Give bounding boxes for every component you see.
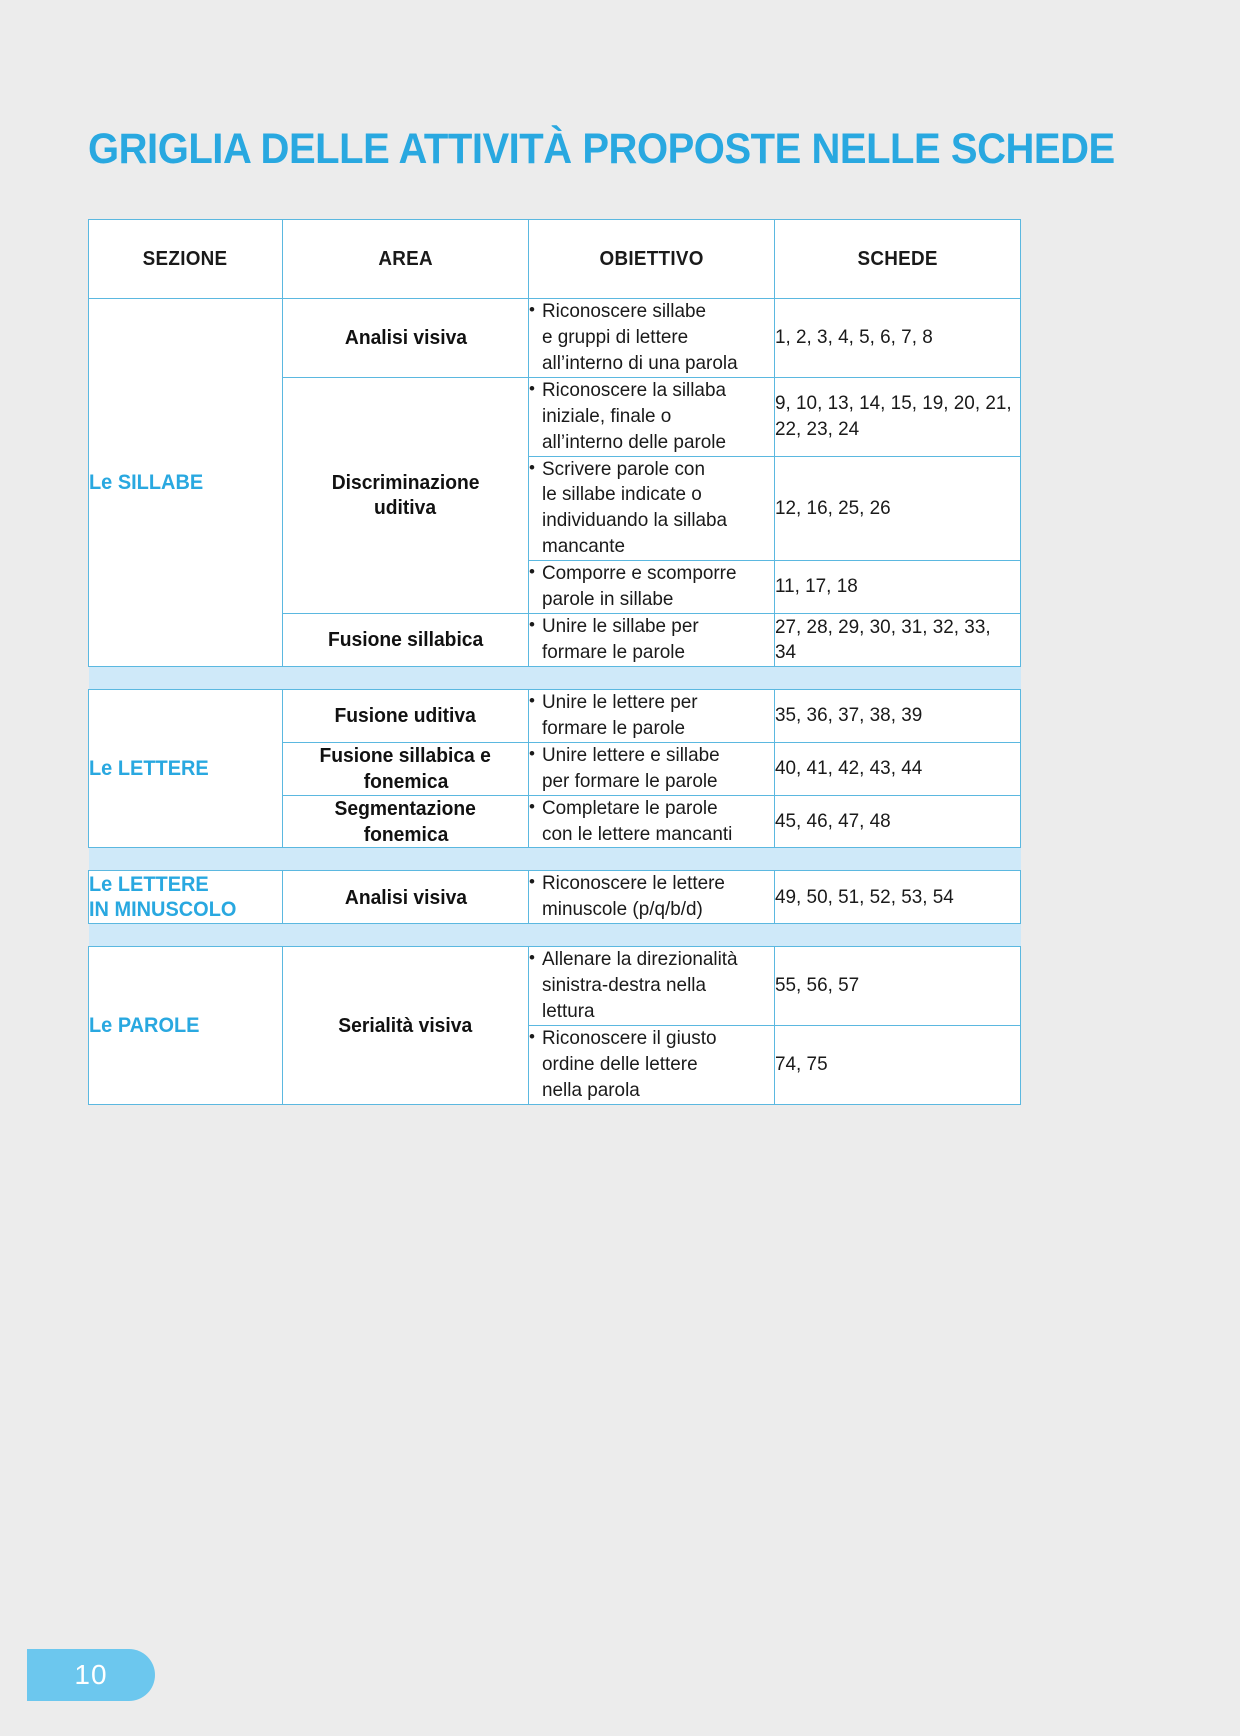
activities-grid-wrapper (88, 219, 1020, 1105)
objective-bullet-row (529, 299, 774, 377)
objective-text: Riconoscere la sillaba iniziale, finale o all’interno delle parole (541, 378, 726, 453)
area-cell (283, 299, 529, 378)
column-header-sezione-label: SEZIONE (143, 247, 228, 270)
table-row (89, 689, 1021, 742)
column-header-schede-label: SCHEDE (857, 247, 938, 270)
area-label: fonemica (363, 822, 448, 846)
area-label: Analisi visiva (344, 326, 467, 350)
section-separator (89, 924, 1021, 947)
schede-text: 55, 56, 57 (775, 974, 860, 997)
area-label: fonemica (363, 769, 448, 793)
table-header-row (89, 220, 1021, 299)
objective-bullet-row (529, 1026, 774, 1104)
section-label-line1: Le LETTERE (89, 872, 209, 896)
objective-text: Scrivere parole con le sillabe indicate o individuando la sillaba mancante (541, 457, 728, 558)
area-cell (283, 614, 529, 667)
objective-bullet-row (529, 796, 774, 848)
schede-cell (775, 871, 1021, 924)
area-cell (283, 947, 529, 1105)
section-label-cell (89, 689, 283, 848)
objective-text: Riconoscere sillabe e gruppi di lettere all’interno di una parola (541, 300, 738, 374)
column-header-area-label: AREA (378, 247, 433, 270)
area-cell (283, 377, 529, 613)
section-separator (89, 666, 1021, 689)
objective-bullet-row (529, 378, 774, 456)
area-label: Discriminazione (331, 470, 480, 494)
schede-text: 11, 17, 18 (775, 575, 858, 598)
objective-text: Completare le parole con le lettere mancanti (541, 796, 733, 845)
table-row (89, 947, 1021, 1026)
area-label: Fusione sillabica (327, 628, 484, 652)
section-separator-band (89, 924, 1021, 947)
area-label: Serialità visiva (338, 1013, 473, 1037)
activities-table (88, 219, 1021, 1105)
objective-bullet-row (529, 871, 774, 923)
schede-cell (775, 795, 1021, 848)
section-label-cell (89, 299, 283, 667)
section-label-cell (89, 871, 283, 924)
section-label (89, 756, 209, 782)
schede-text: 27, 28, 29, 30, 31, 32, 33, 34 (775, 615, 991, 663)
section-separator-band (89, 848, 1021, 871)
objective-text: Riconoscere le lettere minuscole (p/q/b/d) (541, 872, 725, 921)
column-header-area (283, 220, 529, 299)
bullet-dot-icon: • (529, 690, 535, 710)
section-label-cell (89, 947, 283, 1105)
table-body (89, 299, 1021, 1105)
objective-cell (529, 947, 775, 1026)
column-header-schede (775, 220, 1021, 299)
schede-text: 40, 41, 42, 43, 44 (775, 757, 923, 779)
area-label: Analisi visiva (344, 885, 467, 909)
schede-cell (775, 1026, 1021, 1105)
table-header (89, 220, 1021, 299)
schede-cell (775, 456, 1021, 561)
objective-cell (529, 614, 775, 667)
area-cell (283, 689, 529, 742)
section-label (89, 1013, 199, 1039)
objective-bullet-row (529, 614, 774, 666)
section-label-line1: Le SILLABE (89, 470, 204, 494)
bullet-dot-icon: • (529, 300, 535, 319)
schede-text: 9, 10, 13, 14, 15, 19, 20, 21, 22, 23, 24 (775, 392, 1012, 440)
page-title: GRIGLIA DELLE ATTIVITÀ PROPOSTE NELLE SCHEDE (88, 125, 1115, 173)
objective-cell (529, 377, 775, 456)
schede-text: 74, 75 (775, 1053, 828, 1076)
schede-text: 49, 50, 51, 52, 53, 54 (775, 885, 954, 908)
objective-cell (529, 299, 775, 378)
column-header-obiettivo (529, 220, 775, 299)
objective-text: Unire le lettere per formare le parole (541, 690, 698, 739)
area-cell (283, 742, 529, 795)
section-separator-band (89, 666, 1021, 689)
objective-bullet-row (529, 743, 774, 795)
bullet-dot-icon: • (529, 743, 535, 763)
schede-text: 35, 36, 37, 38, 39 (775, 704, 923, 727)
schede-cell (775, 947, 1021, 1026)
objective-cell (529, 871, 775, 924)
objective-cell (529, 456, 775, 561)
objective-bullet-row (529, 690, 774, 742)
area-label: uditiva (374, 496, 437, 520)
objective-text: Comporre e scomporre parole in sillabe (541, 562, 737, 611)
column-header-sezione (89, 220, 283, 299)
section-label (89, 470, 203, 496)
bullet-dot-icon: • (529, 796, 535, 816)
schede-text: 45, 46, 47, 48 (775, 809, 891, 832)
section-label-line2: IN MINUSCOLO (89, 898, 237, 922)
column-header-obiettivo-label: OBIETTIVO (599, 247, 704, 270)
objective-cell (529, 689, 775, 742)
bullet-dot-icon: • (529, 1027, 535, 1047)
schede-cell (775, 614, 1021, 667)
section-label-line1: Le LETTERE (89, 756, 209, 780)
objective-cell (529, 1026, 775, 1105)
objective-bullet-row (529, 457, 774, 561)
objective-cell (529, 561, 775, 614)
page-number-label: 10 (74, 1659, 108, 1690)
table-row (89, 299, 1021, 378)
bullet-dot-icon: • (529, 562, 535, 582)
schede-cell (775, 299, 1021, 378)
schede-cell (775, 561, 1021, 614)
objective-cell (529, 795, 775, 848)
schede-text: 12, 16, 25, 26 (775, 496, 891, 519)
bullet-dot-icon: • (529, 457, 535, 477)
bullet-dot-icon: • (529, 615, 535, 635)
schede-cell (775, 742, 1021, 795)
objective-bullet-row (529, 561, 774, 613)
section-label (89, 872, 236, 923)
objective-text: Unire lettere e sillabe per formare le parole (541, 743, 720, 792)
schede-text: 1, 2, 3, 4, 5, 6, 7, 8 (775, 326, 933, 349)
schede-cell (775, 377, 1021, 456)
objective-text: Riconoscere il giusto ordine delle lettere nella parola (541, 1027, 717, 1101)
area-label: Segmentazione (334, 796, 477, 820)
area-label: Fusione uditiva (334, 704, 477, 728)
objective-text: Unire le sillabe per formare le parole (541, 615, 699, 663)
bullet-dot-icon: • (529, 378, 535, 398)
table-row (89, 871, 1021, 924)
area-cell (283, 871, 529, 924)
objective-cell (529, 742, 775, 795)
section-separator (89, 848, 1021, 871)
section-label-line1: Le PAROLE (89, 1013, 200, 1037)
area-label: Fusione sillabica e (319, 744, 492, 768)
page-number-badge (27, 1649, 155, 1701)
objective-bullet-row (529, 947, 774, 1025)
objective-text: Allenare la direzionalità sinistra-destra nella lettura (541, 948, 738, 1023)
bullet-dot-icon: • (529, 872, 535, 892)
bullet-dot-icon: • (529, 948, 535, 968)
schede-cell (775, 689, 1021, 742)
area-cell (283, 795, 529, 848)
